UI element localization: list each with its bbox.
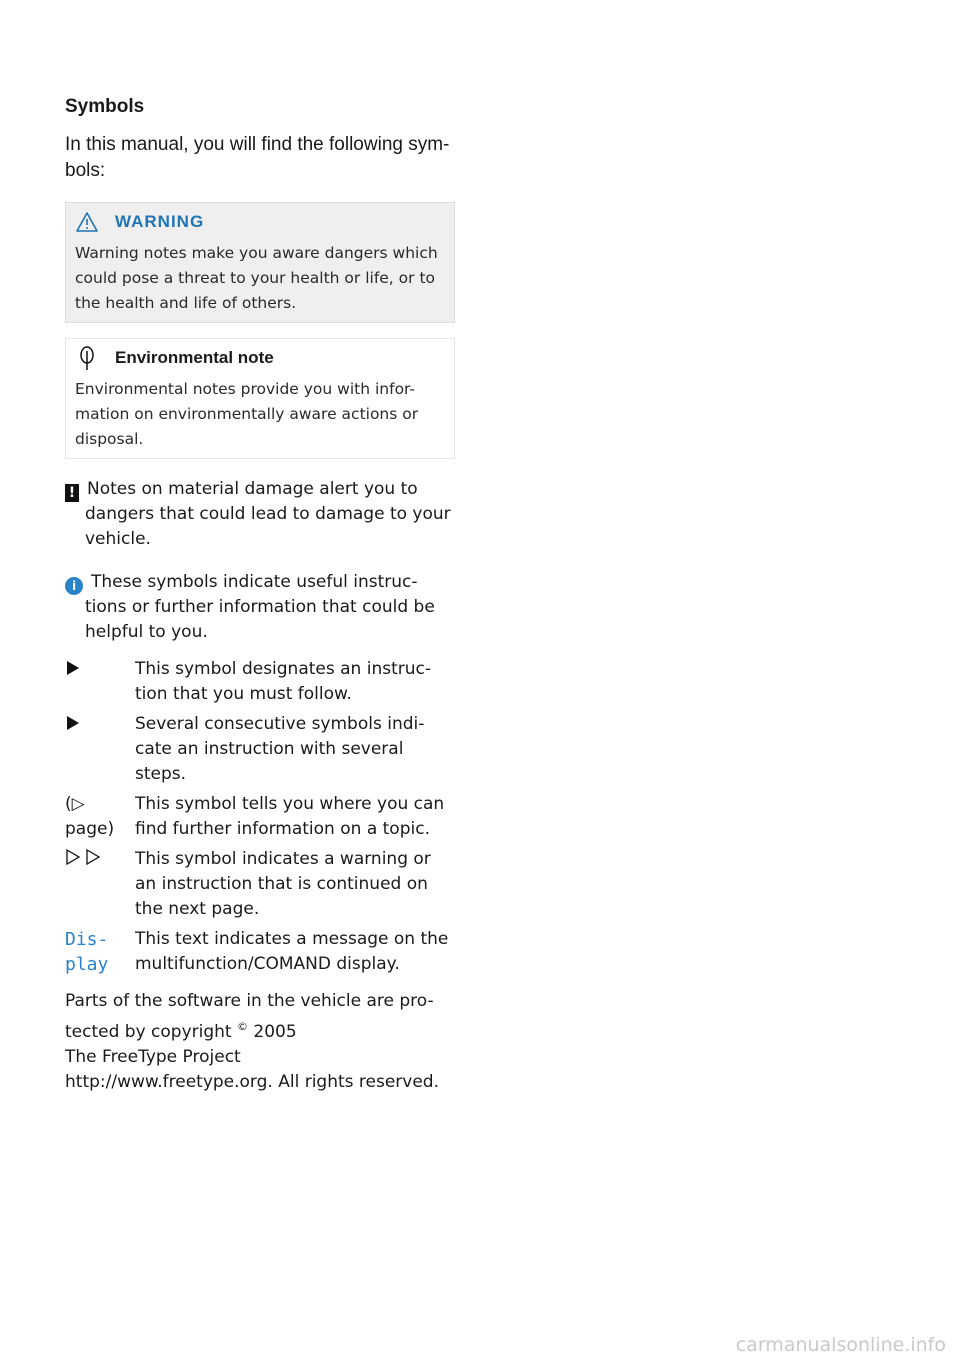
copyright-notice: [65, 989, 455, 1095]
symbol-description: This symbol tells you where you can find further information on a topic.: [135, 794, 445, 839]
symbol-cell: [65, 657, 135, 707]
symbol-row: [65, 847, 455, 922]
info-note-text: These symbols indicate useful instruc-tions or further information that could be helpful to you.: [85, 572, 435, 642]
symbol-row: [65, 712, 455, 787]
environmental-note-box: [65, 338, 455, 459]
symbol-description: This text indicates a message on the multifunction/COMAND display.: [135, 929, 449, 974]
damage-note-text: Notes on material damage alert you to dangers that could lead to damage to your vehicle.: [85, 479, 451, 549]
copyright-line1: Parts of the software in the vehicle are pro-tected by copyright: [65, 991, 434, 1042]
symbol-row: [65, 927, 455, 977]
display-text-symbol: Dis-play: [65, 929, 109, 975]
watermark: carmanualsonline.info: [735, 1334, 946, 1356]
play-arrow-icon: [67, 661, 79, 675]
continued-icon: [65, 847, 135, 922]
copyright-mark: ©: [237, 1020, 248, 1033]
leaf-icon: [75, 347, 105, 369]
intro-text: In this manual, you will find the following sym-bols:: [65, 134, 450, 181]
symbol-row: [65, 657, 455, 707]
symbol-table: [65, 657, 455, 977]
symbol-description: This symbol indicates a warning or an instruction that is continued on the next page.: [135, 849, 431, 919]
warning-header: [75, 209, 444, 235]
damage-note: [65, 477, 455, 552]
page-reference-symbol: (▷ page): [65, 794, 115, 839]
warning-title: WARNING: [115, 212, 205, 231]
exclamation-icon: !: [65, 484, 79, 502]
symbol-cell: [65, 712, 135, 787]
warning-box: [65, 202, 455, 323]
symbol-description: This symbol designates an instruc-tion that you must follow.: [135, 659, 431, 704]
environmental-header: [75, 345, 444, 371]
warning-body: Warning notes make you aware dangers which could pose a threat to your health or life, or to the health and life of others.: [75, 244, 438, 312]
symbol-description: Several consecutive symbols indi-cate an instruction with several steps.: [135, 714, 425, 784]
symbol-row: [65, 792, 455, 842]
copyright-line2: The FreeType Project: [65, 1047, 241, 1067]
info-icon: i: [65, 577, 83, 595]
play-arrow-icon: [67, 716, 79, 730]
copyright-line3: http://www.freetype.org. All rights reserved.: [65, 1072, 439, 1092]
section-heading: Symbols: [65, 96, 145, 117]
warning-triangle-icon: [75, 211, 105, 233]
environmental-title: Environmental note: [115, 348, 274, 367]
environmental-body: Environmental notes provide you with infor-mation on environmentally aware actions or disposal.: [75, 380, 419, 448]
copyright-year: 2005: [253, 1022, 297, 1042]
info-note: [65, 570, 455, 645]
content-column: [65, 94, 455, 1095]
